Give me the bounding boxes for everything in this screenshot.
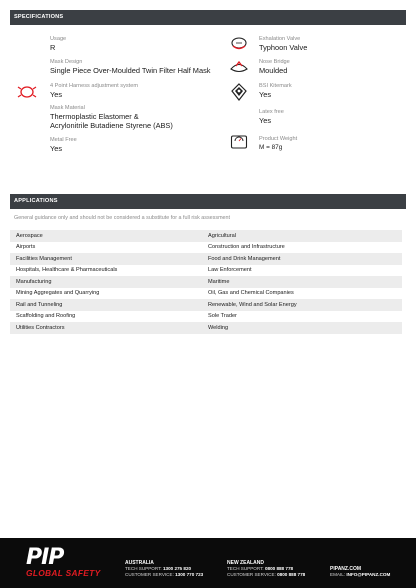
region-name: NEW ZEALAND xyxy=(227,560,264,566)
spec-mask-design xyxy=(50,59,210,75)
footer-web xyxy=(330,567,390,578)
table-row xyxy=(10,288,402,300)
footer xyxy=(0,538,416,588)
spec-label: Metal Free xyxy=(50,137,77,143)
spec-value: M = 87g xyxy=(259,144,283,151)
spec-label: Mask Material xyxy=(50,105,85,111)
table-cell: Welding xyxy=(208,324,229,331)
nose-bridge-icon xyxy=(229,59,249,80)
tech-support-number[interactable]: 1300 275 820 xyxy=(162,566,192,572)
spec-value: Acrylonitrile Butadiene Styrene (ABS) xyxy=(50,121,173,130)
spec-value: Yes xyxy=(50,144,63,153)
table-row xyxy=(10,276,402,288)
website-link[interactable]: PIPANZ.COM xyxy=(330,566,362,572)
table-cell: Agricultural xyxy=(208,232,236,239)
spec-nose-bridge xyxy=(259,59,290,75)
spec-label: BSI Kitemark xyxy=(259,83,292,89)
table-cell: Law Enforcement xyxy=(208,267,252,274)
table-cell: Rail and Tunneling xyxy=(16,301,63,308)
spec-mask-material xyxy=(50,105,173,130)
table-cell: Aerospace xyxy=(16,232,43,239)
applications-note: General guidance only and should not be considered a substitute for a full risk assessment xyxy=(14,215,231,221)
spec-product-weight xyxy=(259,136,297,152)
email-label: EMAIL: xyxy=(330,572,346,578)
spec-label: Mask Design xyxy=(50,59,83,65)
applications-table xyxy=(10,230,402,334)
table-cell: Food and Drink Management xyxy=(208,255,281,262)
spec-label: Nose Bridge xyxy=(259,59,290,65)
spec-label: Exhalation Valve xyxy=(259,36,301,42)
spec-value: Moulded xyxy=(259,66,288,75)
specifications-header: SPECIFICATIONS xyxy=(10,10,406,25)
table-cell: Maritime xyxy=(208,278,230,285)
table-row xyxy=(10,299,402,311)
table-cell: Sole Trader xyxy=(208,313,237,320)
brand-logo[interactable] xyxy=(26,547,100,578)
tech-support-label: TECH SUPPORT: xyxy=(227,566,264,572)
spec-label: Usage xyxy=(50,36,67,42)
table-row xyxy=(10,311,402,323)
spec-value: Yes xyxy=(259,116,272,125)
table-cell: Facilities Management xyxy=(16,255,72,262)
email-link[interactable]: INFO@PIPANZ.COM xyxy=(346,572,391,578)
spec-value: Yes xyxy=(259,90,272,99)
spec-harness xyxy=(50,83,138,99)
table-row xyxy=(10,253,402,265)
table-cell: Airports xyxy=(16,244,36,251)
spec-value: Single Piece Over-Moulded Twin Filter Half Mask xyxy=(50,66,211,75)
spec-value: Thermoplastic Elastomer & xyxy=(50,112,139,121)
table-row xyxy=(10,322,402,334)
footer-new-zealand xyxy=(227,561,305,577)
spec-exhalation-valve xyxy=(259,36,307,52)
spec-value: Typhoon Valve xyxy=(259,43,308,52)
customer-service-label: CUSTOMER SERVICE: xyxy=(227,571,276,577)
email-line xyxy=(330,572,390,577)
weight-scale-icon xyxy=(230,134,248,155)
table-cell: Construction and Infrastructure xyxy=(208,244,285,251)
tech-support-label: TECH SUPPORT: xyxy=(125,566,162,572)
logo-sub-text: GLOBAL SAFETY xyxy=(26,568,101,578)
spec-label: 4 Point Harness adjustment system xyxy=(50,83,138,89)
spec-bsi-kitemark xyxy=(259,83,292,99)
harness-icon xyxy=(17,84,37,105)
customer-service-number[interactable]: 0800 888 778 xyxy=(277,571,306,577)
applications-header: APPLICATIONS xyxy=(10,194,406,209)
tech-support-number[interactable]: 0800 888 778 xyxy=(264,566,294,572)
table-cell: Manufacturing xyxy=(16,278,52,285)
spec-value: Yes xyxy=(50,90,63,99)
table-row xyxy=(10,242,402,254)
customer-service-line xyxy=(227,572,305,577)
table-cell: Utilities Contractors xyxy=(16,324,65,331)
table-cell: Mining Aggregates and Quarrying xyxy=(16,290,100,297)
logo-main-text: PIP xyxy=(26,545,64,570)
table-cell: Renewable, Wind and Solar Energy xyxy=(208,301,297,308)
spec-latex-free xyxy=(259,109,284,125)
spec-label: Latex free xyxy=(259,109,284,115)
table-cell: Scaffolding and Roofing xyxy=(16,313,76,320)
footer-australia xyxy=(125,561,203,577)
customer-service-line xyxy=(125,572,203,577)
customer-service-number[interactable]: 1300 770 723 xyxy=(175,571,204,577)
table-row xyxy=(10,265,402,277)
bsi-kitemark-icon xyxy=(230,83,248,106)
table-cell: Hospitals, Healthcare & Pharmaceuticals xyxy=(16,267,118,274)
customer-service-label: CUSTOMER SERVICE: xyxy=(125,571,174,577)
spec-usage xyxy=(50,36,66,52)
spec-metal-free xyxy=(50,137,77,153)
exhalation-valve-icon xyxy=(229,36,249,57)
spec-label: Product Weight xyxy=(259,136,298,142)
table-row xyxy=(10,230,402,242)
spec-value: R xyxy=(50,43,56,52)
table-cell: Oil, Gas and Chemical Companies xyxy=(208,290,294,297)
region-name: AUSTRALIA xyxy=(125,560,154,566)
